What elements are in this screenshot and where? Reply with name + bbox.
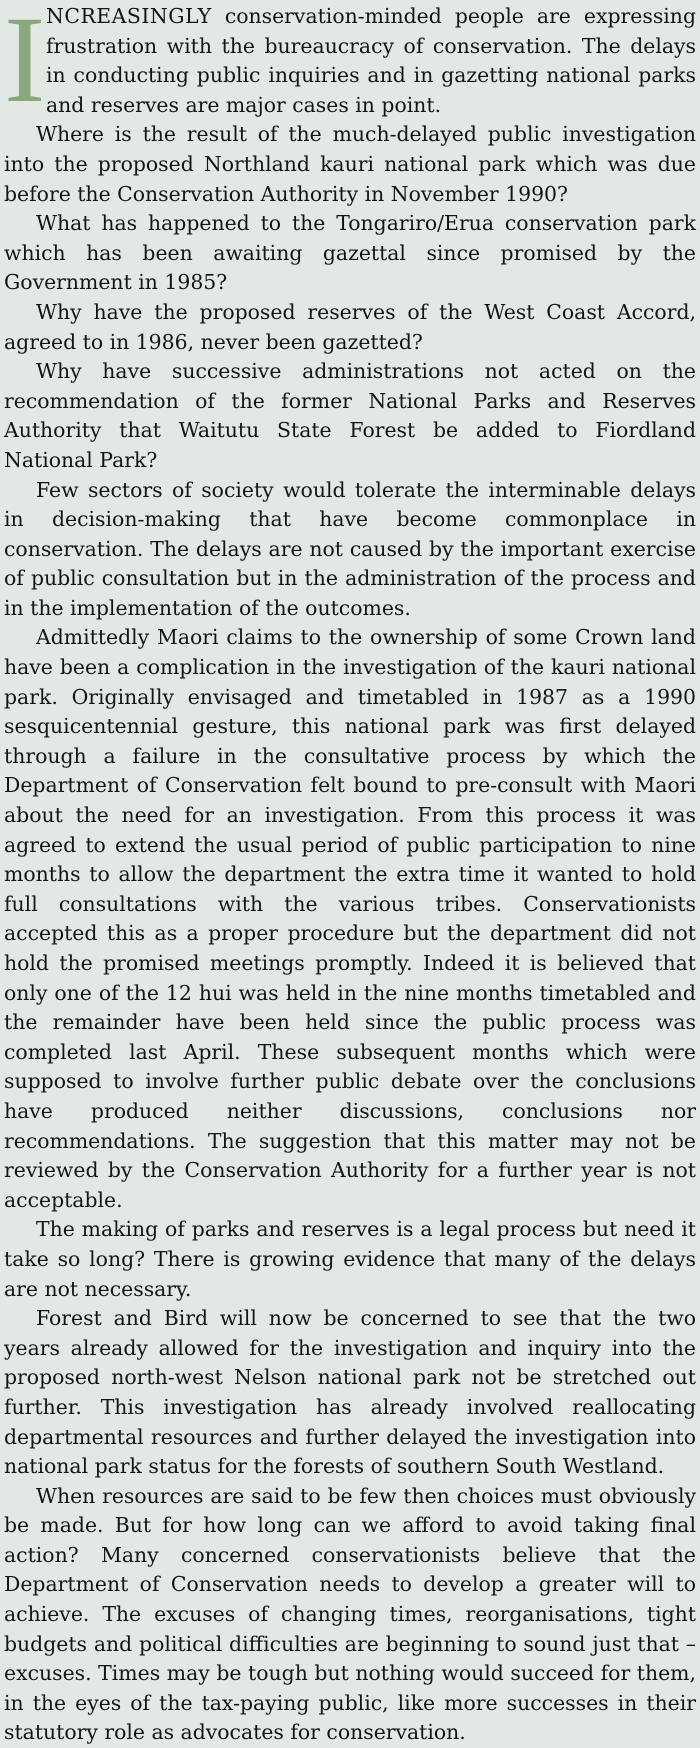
paragraph-maori-claims: Admittedly Maori claims to the ownership of some Crown land have been a complication in the investigation of the kauri national park. Originally envisaged and timetabled in 1987 as a 1990 sesquicentennial gesture, this national park was first delayed through a failure in the consultative process by which the Department of Conservation felt bound to pre-consult with Maori about the need for an investigation. From this process it was agreed to extend the usual period of public participation to nine months to allow the department the extra time it wanted to hold full consultations with the various tribes. Conservationists accepted this as a proper procedure but the department did not hold the promised meetings promptly. Indeed it is believed that only one of the 12 hui was held in the nine months timetabled and the remainder have been held since the public process was completed last April. These subsequent months which were supposed to involve further public debate over the conclusions have produced neither discussions, conclusions nor recommendations. The suggestion that this matter may not be reviewed by the Conservation Authority for a further year is not acceptable. xyxy=(4,625,696,1212)
lead-first-word: NCREASINGLY xyxy=(46,4,212,28)
paragraph-waitutu: Why have successive administrations not acted on the recommendation of the former National Parks and Reserves Authority that Waitutu State Forest be added to Fiordland National Park? xyxy=(4,359,696,472)
paragraph-legal-process: The making of parks and reserves is a legal process but need it take so long? There is growing evidence that many of the delays are not necessary. xyxy=(4,1217,696,1301)
lead-paragraph-text: conservation-minded people are expressing frustration with the bureaucracy of conservation. The delays in conducting public inquiries and in gazetting national parks and reserves are major cases in point. xyxy=(46,4,696,117)
lead-paragraph xyxy=(4,0,696,128)
paragraph-northland-kauri: Where is the result of the much-delayed public investigation into the proposed Northland kauri national park which was due before the Conservation Authority in November 1990? xyxy=(4,122,696,206)
paragraph-resources: When resources are said to be few then choices must obviously be made. But for how long can we afford to avoid taking final action? Many concerned conservationists believe that the Department of Conservation needs to develop a greater will to achieve. The excuses of changing times, reorganisations, tight budgets and political difficulties are beginning to sound just that – excuses. Times may be tough but nothing would succeed for them, in the eyes of the tax-paying public, like more successes in their statutory role as advocates for conservation. xyxy=(4,1483,696,1745)
paragraph-nelson-park: Forest and Bird will now be concerned to see that the two years already allowed for the investigation and inquiry into the proposed north-west Nelson national park not be stretched out further. This investigation has already involved reallocating departmental resources and further delayed the investigation into national park status for the forests of southern South Westland. xyxy=(4,1306,696,1479)
drop-cap-container xyxy=(4,0,46,128)
drop-cap: I xyxy=(4,0,46,128)
paragraph-delays: Few sectors of society would tolerate the interminable delays in decision-making that have become commonplace in conservation. The delays are not caused by the important exercise of public consultation but in the administration of the process and in the implementation of the outcomes. xyxy=(4,477,696,620)
paragraph-tongariro-erua: What has happened to the Tongariro/Erua conservation park which has been awaiting gazettal since promised by the Government in 1985? xyxy=(4,211,696,295)
paragraph-west-coast-accord: Why have the proposed reserves of the West Coast Accord, agreed to in 1986, never been gazetted? xyxy=(4,299,696,354)
lead-paragraph-block xyxy=(4,0,696,128)
